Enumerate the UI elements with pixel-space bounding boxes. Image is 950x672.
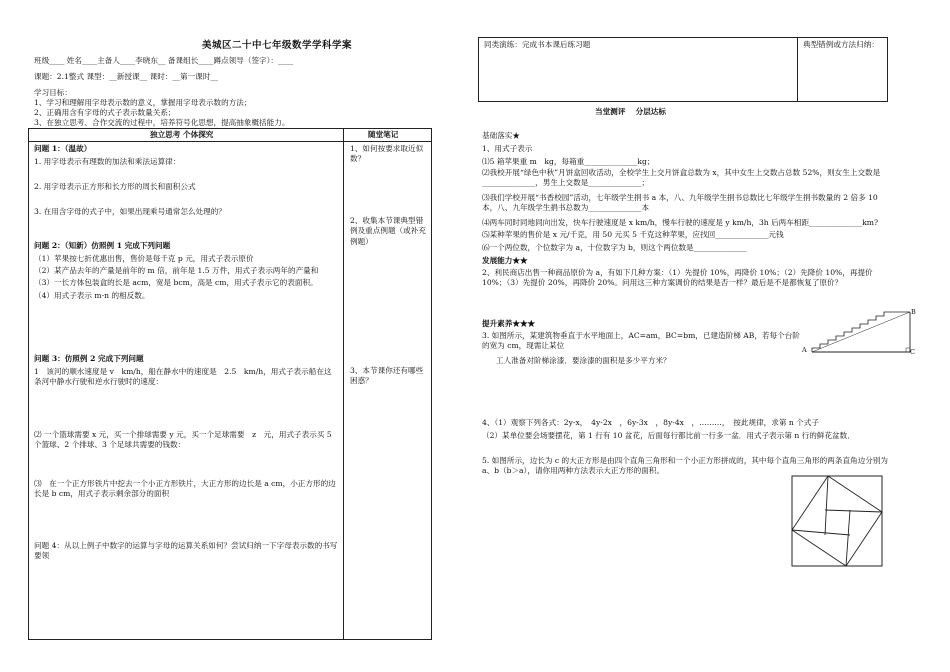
develop-question: 2、利民商店出售一种商品原价为 a，有如下几种方案：（1）先提价 10%，再降价 10%；（2）先降价 10%，再提价 10%；（3）先提价 20%，再降价 20%。问用这三种方案调价的结果是否一样？最后是不是都恢复了原价？ bbox=[482, 268, 873, 288]
pinwheel-square-figure bbox=[790, 474, 884, 568]
question-2-item: （2）某产品去年的产量是前年的 m 倍，前年是 1.5 万件，用式子表示两年的产量和 bbox=[34, 266, 319, 275]
question-4: 问题 4：从以上例子中数字的运算与字母的运算关系如何？尝试归纳一下字母表示数的书写要领 bbox=[34, 541, 338, 561]
question-1-item: 1. 用字母表示有理数的加法和乘法运算律： bbox=[34, 157, 181, 166]
basic-heading: 基础落实★ bbox=[482, 131, 520, 140]
question-2-item: （4）用式子表示 m-n 的相反数。 bbox=[34, 291, 150, 300]
side-note: 1、如何按要求取近似数？ bbox=[350, 144, 424, 164]
stair-label-a: A bbox=[802, 346, 807, 354]
question-3-item: ⑶ 在一个正方形铁片中挖去一个小正方形铁片，大正方形的边长是 a cm，小正方形的边长是 b cm，用式子表示剩余部分的面积 bbox=[34, 479, 336, 499]
table-header-rule bbox=[28, 141, 432, 142]
side-note: 2、收集本节课典型错例及重点例题（或补充例题） bbox=[350, 216, 426, 246]
staircase-figure bbox=[806, 308, 916, 358]
question-3-item: ⑵ 一个篮球需要 x 元，买一个排球需要 y 元，买一个足球需要 z 元，用式子表示买 5 个篮球、2 个排球、3 个足球共需要的钱数： bbox=[34, 430, 332, 450]
practice-side-note: 典型错例或方法归纳： bbox=[803, 40, 879, 49]
square-question: 5. 如图所示，边长为 c 的大正方形是由四个直角三角形和一个小正方形拼成的，其中每个直角三角形的两条直角边分别为 a、b（b＞a），请你用两种方法表示大正方形的面积。 bbox=[482, 456, 889, 476]
lesson-info-line: 课题：2.1整式 课型：__新授课__ 课时：__第一课时__ bbox=[34, 72, 218, 81]
improve-heading: 提升素养★★★ bbox=[482, 319, 536, 328]
question-1-item: 3. 在用含字母的式子中，如果出现乘号通常怎么处理的？ bbox=[34, 207, 226, 216]
pattern-question-1: 4、（1）观察下列各式：2y-x， 4y-2x ，6y-3x ，8y-4x ，………， 按此规律，求第 n 个式子 bbox=[482, 418, 819, 427]
pattern-question-2: （2）某单位要会场要摆花，第 1 行有 10 盆花，后面每行都比前一行多一盆．用式子表示第 n 行的鲜花盆数． bbox=[482, 431, 855, 440]
stair-label-b: B bbox=[911, 308, 916, 316]
objective-1: 1、学习和理解用字母表示数的意义，掌握用字母表示数的方法； bbox=[34, 98, 252, 107]
table-column-divider bbox=[343, 128, 344, 640]
develop-heading: 发展能力★★ bbox=[482, 256, 528, 265]
basic-intro: 1、用式子表示 bbox=[482, 144, 533, 153]
page-title: 美城区二十中七年级数学学科学案 bbox=[202, 40, 353, 51]
basic-item: ⑸某种苹果的售价是 x 元/千克，用 50 元买 5 千克这种苹果，应找回______________元钱 bbox=[482, 230, 784, 239]
question-1-item: 2. 用字母表示正方形和长方形的周长和面积公式 bbox=[34, 182, 196, 191]
basic-item: ⑴5 箱苹果重 m kg，每箱重______________kg； bbox=[482, 157, 655, 166]
improve-question: 3. 如图所示，某建筑物垂直于水平地面上，AC=am，BC=bm，已建造阶梯 AB，若每个台阶的宽为 cm，现需让某位 bbox=[482, 331, 800, 351]
basic-item: ⑶我们学校开展“书香校园”活动，七年级学生捐书 a 本，八、九年级学生捐书总数比七年级学生捐书数量的 2 倍多 10 本，八、九年级学生捐书总数为______________本 bbox=[482, 193, 878, 213]
class-info-line: 班级____ 姓名____主备人____李晓东__ 备课组长____蹲点领导（签字）：____ bbox=[34, 56, 294, 65]
practice-label: 同类演练：完成书本课后练习题 bbox=[484, 40, 591, 49]
table-head-notes: 随堂笔记 bbox=[368, 130, 399, 139]
basic-item: ⑵我校开展“绿色中秋”月饼盒回收活动，全校学生上交月饼盒总数为 x，其中女生上交数占总数 52%，则女生上交数是______________，男生上交数是______________； bbox=[482, 168, 881, 188]
basic-item: ⑹一个两位数，个位数字为 a，十位数字为 b，则这个两位数是______________ bbox=[482, 243, 747, 252]
basic-item: ⑷两车同时同地同向出发，快车行驶速度是 x km/h，慢车行驶的速度是 y km/h，3h 后两车相距______________km? bbox=[482, 218, 879, 227]
improve-question-cont: 工人准备对阶梯涂漆．要涂漆的面积是多少平方米？ bbox=[496, 356, 671, 365]
practice-box-divider bbox=[797, 37, 798, 102]
objectives-heading: 学习目标： bbox=[34, 88, 72, 97]
side-note: 3、本节课你还有哪些困惑？ bbox=[350, 366, 424, 386]
assessment-heading: 当堂测评 分层达标 bbox=[595, 107, 666, 116]
stair-label-c: C bbox=[910, 348, 915, 356]
objective-3: 3、在独立思考、合作交流的过程中，培养符号化思想，提高抽象概括能力。 bbox=[34, 118, 290, 127]
question-3-title: 问题 3：仿照例 2 完成下列问题 bbox=[34, 354, 144, 363]
question-1-title: 问题 1：（温故） bbox=[34, 144, 92, 153]
objective-2: 2、正确用含有字母的式子表示数量关系； bbox=[34, 108, 176, 117]
question-2-item: （3）一长方体包装盒的长是 acm，宽是 bcm，高是 cm，用式子表示它的表面积。 bbox=[34, 278, 318, 287]
table-head-main: 独立思考 个体探究 bbox=[150, 130, 214, 139]
question-3-item: 1 该河的顺水速度是 v km/h，船在静水中的速度是 2.5 km/h，用式子表示船在这条河中静水行驶和逆水行驶时的速度： bbox=[34, 367, 332, 387]
question-2-title: 问题 2：（知新）仿照例 1 完成下列问题 bbox=[34, 241, 171, 250]
question-2-item: （1）苹果按七折优惠出售，售价是每千克 p 元，用式子表示原价 bbox=[34, 254, 254, 263]
